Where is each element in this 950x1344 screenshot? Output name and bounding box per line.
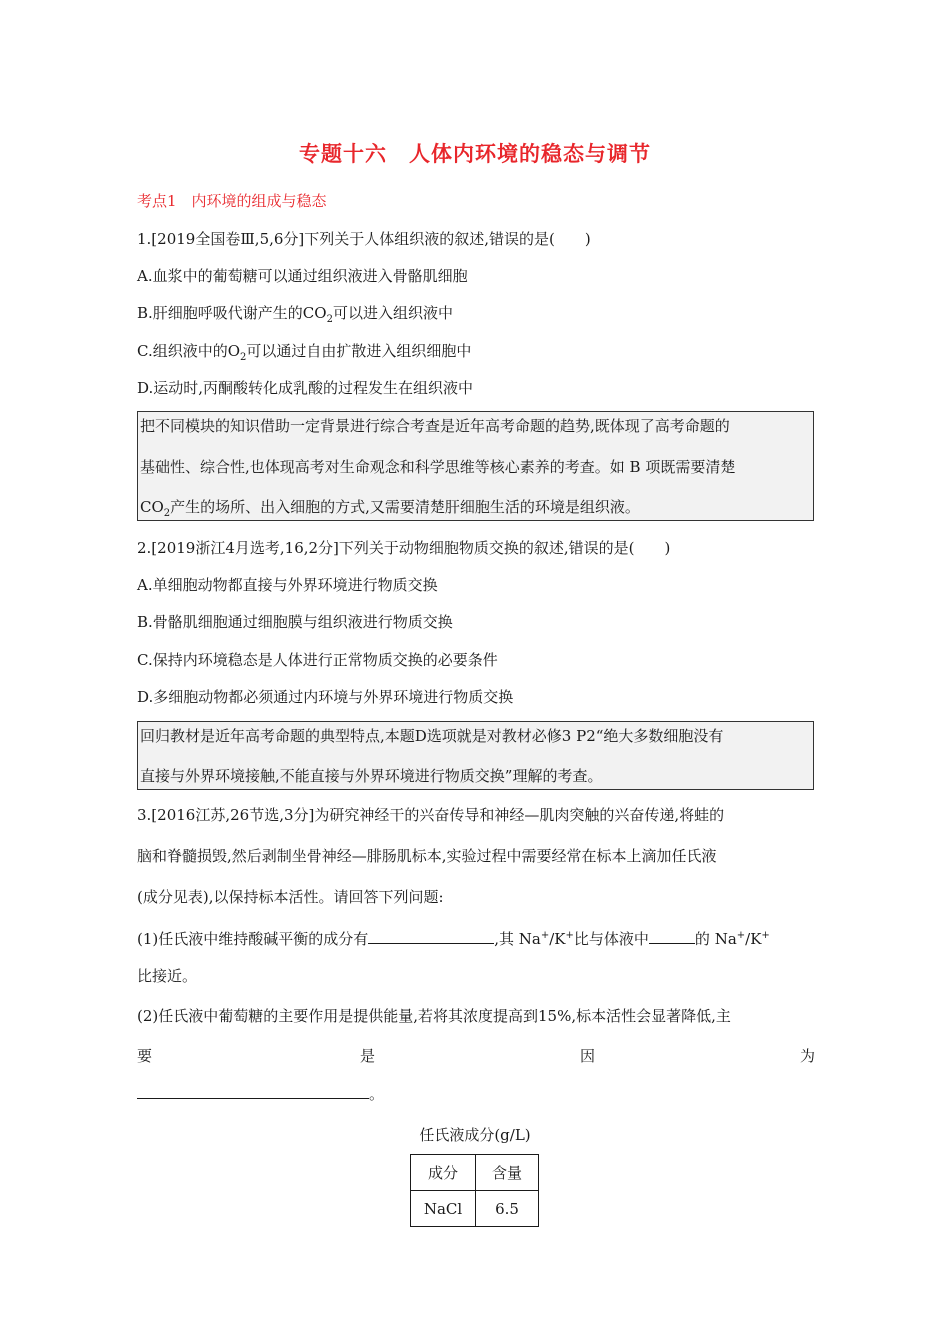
- note1-line2: 基础性、综合性,也体现高考对生命观念和科学思维等核心素养的考查。如 B 项既需要清楚: [140, 458, 736, 476]
- table-header-row: [411, 1155, 539, 1191]
- note2-line1: 回归教材是近年高考命题的典型特点,本题D选项就是对教材必修3 P2“绝大多数细胞没有: [140, 727, 724, 745]
- q3-line3: (成分见表),以保持标本活性。请回答下列问题:: [137, 888, 444, 906]
- q3-line1: 3.[2016江苏,26节选,3分]为研究神经干的兴奋传导和神经—肌肉突触的兴奋传递,将蛙的: [137, 806, 725, 824]
- q3-part2-word3: 因: [580, 1047, 596, 1065]
- note1-line3: $CO_2$产生的场所、出入细胞的方式,又需要清楚肝细胞生活的环境是组织液。: [140, 498, 640, 519]
- table-cell: NaCl: [411, 1191, 476, 1227]
- q2-option-b: B.骨骼肌细胞通过细胞膜与组织液进行物质交换: [137, 613, 453, 631]
- q1-stem: 1.[2019全国卷Ⅲ,5,6分]下列关于人体组织液的叙述,错误的是( ): [137, 230, 591, 248]
- section-heading: 考点1 内环境的组成与稳态: [137, 192, 327, 210]
- q3-part2-word1: 要: [137, 1047, 153, 1065]
- table-row: [411, 1191, 539, 1227]
- q3-part2-line1: (2)任氏液中葡萄糖的主要作用是提供能量,若将其浓度提高到15%,标本活性会显著降低,主: [137, 1007, 731, 1025]
- q2-option-a: A.单细胞动物都直接与外界环境进行物质交换: [137, 576, 438, 594]
- table-caption: 任氏液成分(g/L): [419, 1126, 531, 1144]
- q2-stem: 2.[2019浙江4月选考,16,2分]下列关于动物细胞物质交换的叙述,错误的是( ): [137, 539, 671, 557]
- q2-option-d: D.多细胞动物都必须通过内环境与外界环境进行物质交换: [137, 688, 514, 706]
- note2-line2: 直接与外界环境接触,不能直接与外界环境进行物质交换”理解的考查。: [140, 767, 603, 785]
- q3-part1: (1)任氏液中维持酸碱平衡的成分有 ,其 Na+/K+比与体液中 的 Na+/K+: [137, 926, 770, 949]
- q1-option-b: B.肝细胞呼吸代谢产生的$CO_2$可以进入组织液中: [137, 304, 453, 325]
- note-box-2: [137, 721, 814, 790]
- table-header-cell: 成分: [411, 1155, 476, 1191]
- q2-option-c: C.保持内环境稳态是人体进行正常物质交换的必要条件: [137, 651, 498, 669]
- page-title: 专题十六 人体内环境的稳态与调节: [299, 141, 651, 166]
- answer-blank-3[interactable]: [137, 1082, 369, 1099]
- q1-option-c: C.组织液中的$O_2$可以通过自由扩散进入组织细胞中: [137, 342, 472, 363]
- table-header-cell: 含量: [476, 1155, 539, 1191]
- answer-blank-2[interactable]: [649, 927, 695, 944]
- q3-part2-word4: 为: [800, 1047, 816, 1065]
- composition-table: [410, 1154, 539, 1227]
- q1-option-d: D.运动时,丙酮酸转化成乳酸的过程发生在组织液中: [137, 379, 474, 397]
- q3-line2: 脑和脊髓损毁,然后剥制坐骨神经—腓肠肌标本,实验过程中需要经常在标本上滴加任氏液: [137, 847, 717, 865]
- table-cell: 6.5: [476, 1191, 539, 1227]
- note1-line1: 把不同模块的知识借助一定背景进行综合考查是近年高考命题的趋势,既体现了高考命题的: [140, 417, 730, 435]
- q3-part1-end: 比接近。: [137, 967, 198, 985]
- q1-option-a: A.血浆中的葡萄糖可以通过组织液进入骨骼肌细胞: [137, 267, 468, 285]
- note-box-1: [137, 411, 814, 521]
- q3-part2-answer-line: 。: [137, 1082, 384, 1104]
- q3-part2-word2: 是: [360, 1047, 376, 1065]
- answer-blank-1[interactable]: [368, 927, 494, 944]
